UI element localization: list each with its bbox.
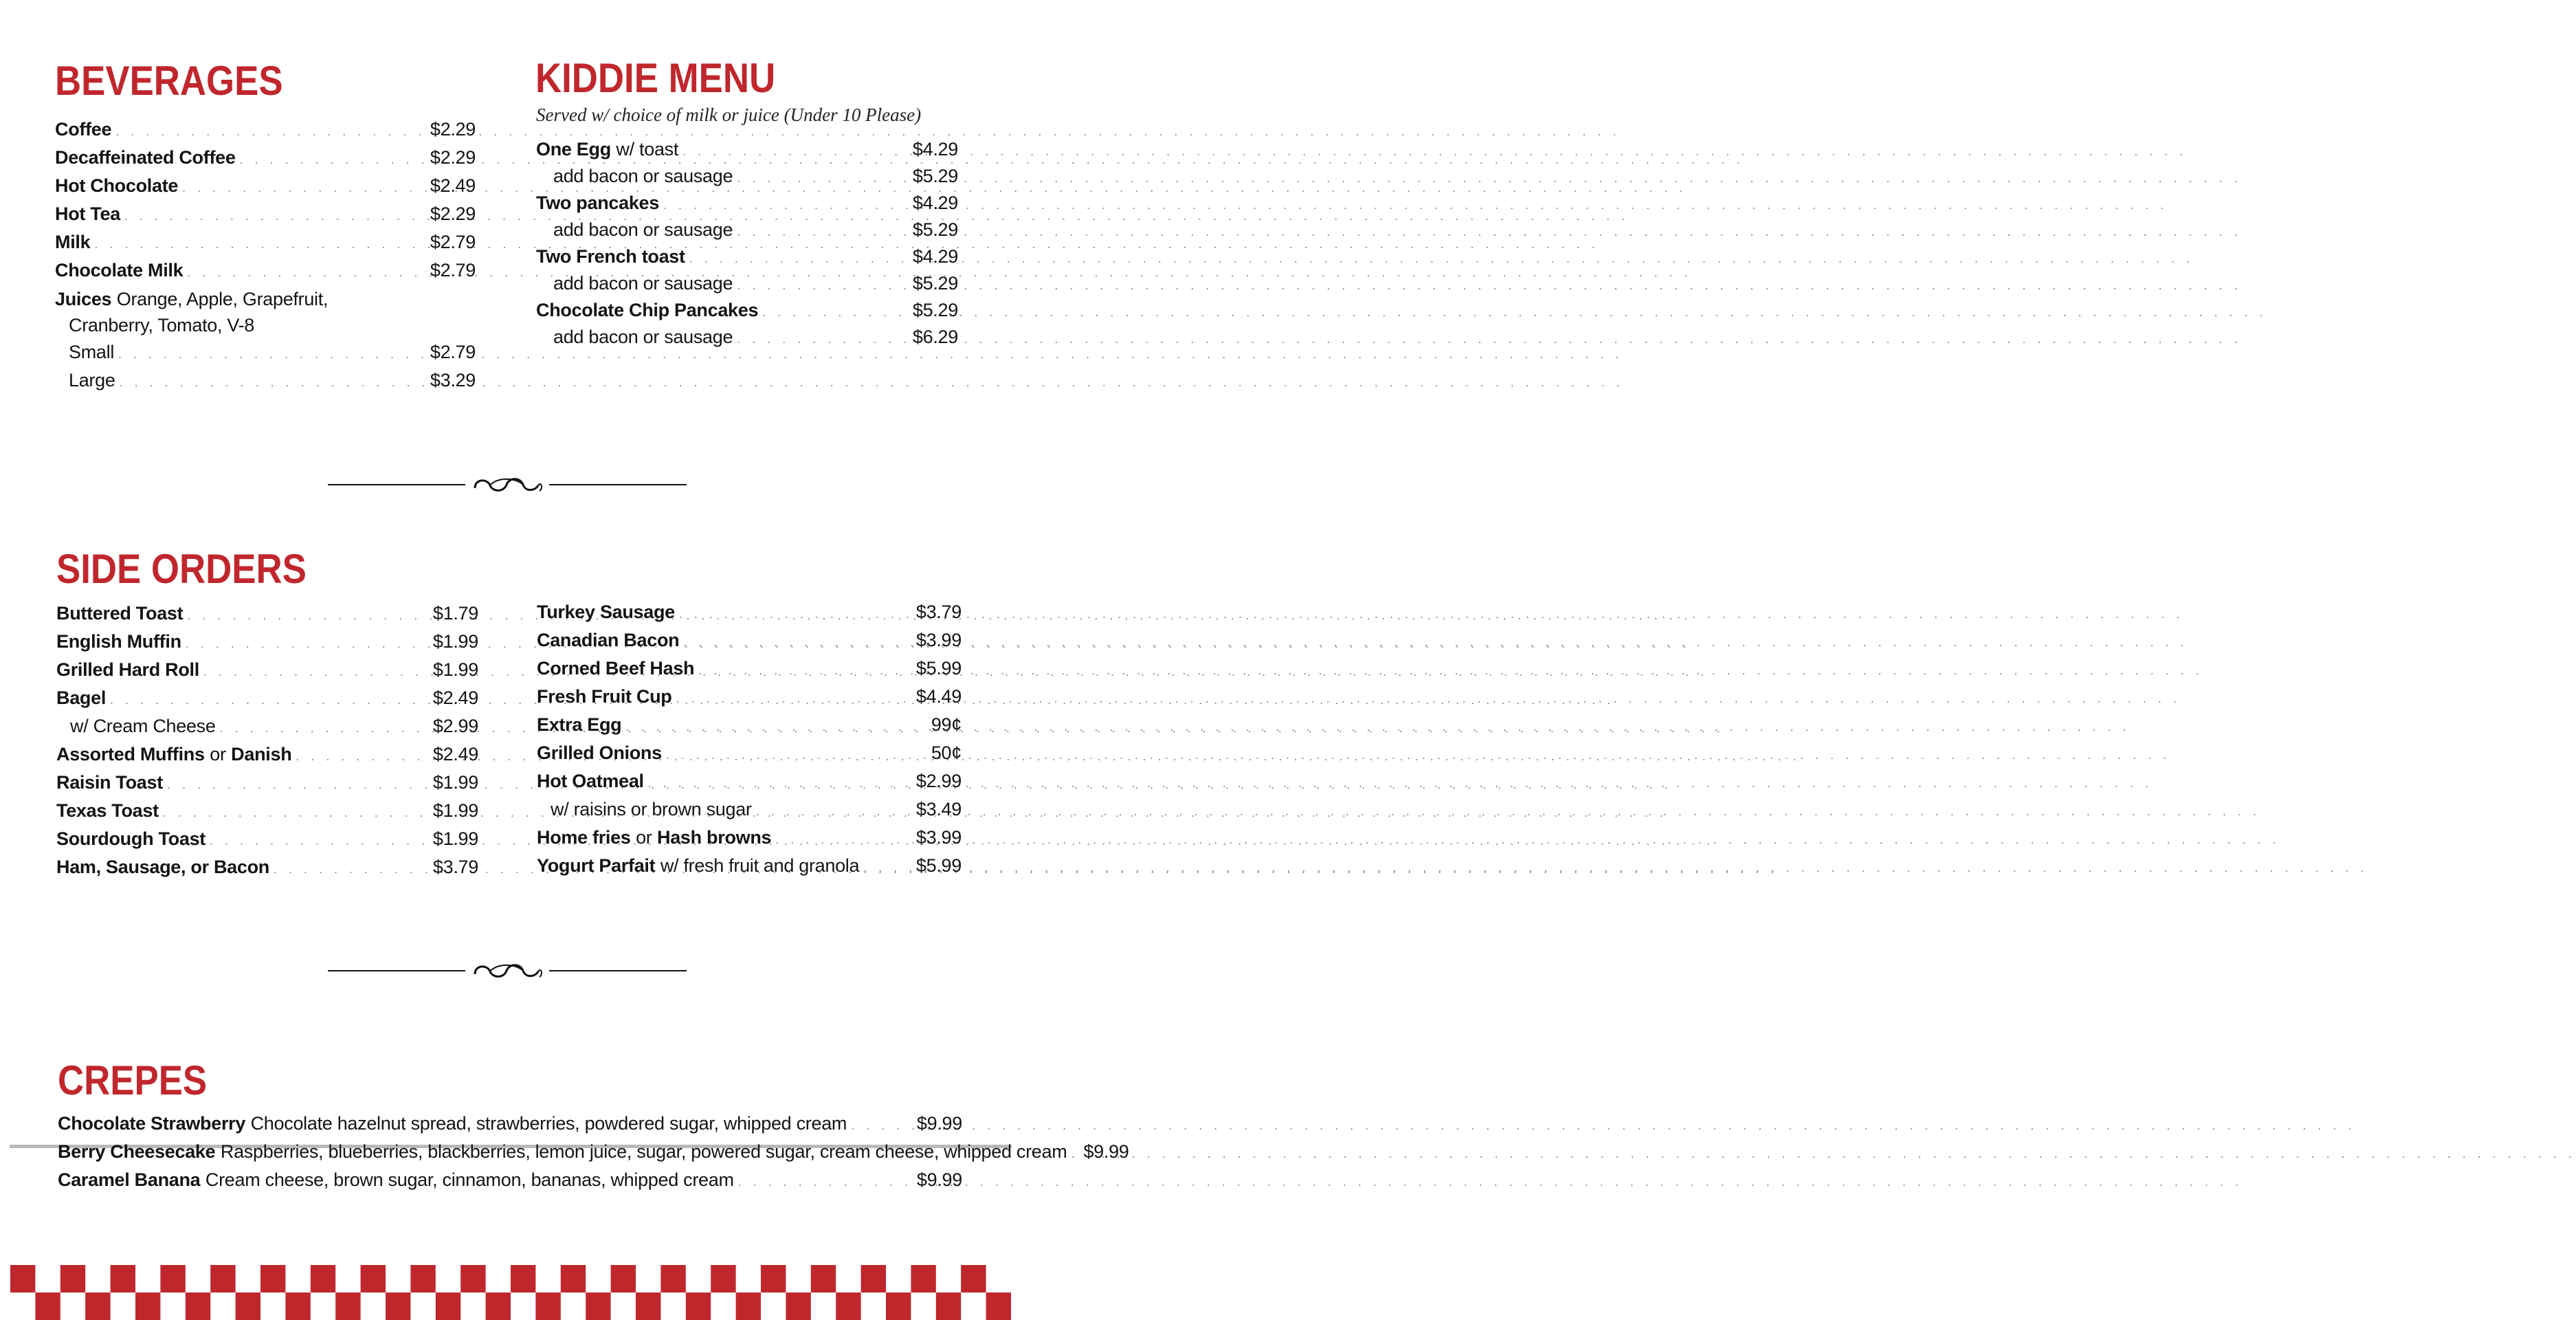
- item-price: $2.29: [430, 147, 476, 168]
- item-label: [536, 136, 678, 163]
- item-label: [537, 683, 672, 711]
- item-name: Caramel Banana: [58, 1169, 201, 1190]
- item-name: Corned Beef Hash: [537, 658, 695, 679]
- item-label: [536, 270, 733, 297]
- item-label: [58, 1138, 1067, 1166]
- checker-square: [386, 1292, 410, 1320]
- checker-square: [961, 1265, 986, 1292]
- dot-leader: [115, 118, 425, 146]
- item-name: Canadian Bacon: [537, 630, 680, 650]
- dot-leader: [118, 340, 425, 368]
- menu-item-row: [55, 172, 476, 200]
- item-price: $4.29: [912, 139, 958, 160]
- item-name: Sourdough Toast: [56, 828, 206, 849]
- item-label: [537, 598, 675, 626]
- item-price: $4.29: [912, 246, 958, 267]
- menu-item-row: [56, 853, 478, 881]
- item-price: $5.29: [912, 166, 958, 186]
- item-name: Texas Toast: [56, 800, 159, 821]
- item-price: $2.79: [430, 232, 476, 252]
- item-label: [56, 797, 159, 825]
- beverages-title: BEVERAGES: [55, 58, 283, 104]
- item-price: $5.99: [915, 658, 962, 679]
- dot-leader: [163, 799, 428, 827]
- item-name-alt: Hash browns: [657, 827, 772, 848]
- item-label: [56, 825, 206, 853]
- item-label: [55, 228, 90, 256]
- dot-leader: [210, 827, 428, 855]
- item-label: [55, 366, 115, 395]
- item-label: [56, 712, 216, 740]
- dot-leader: [187, 602, 428, 630]
- item-name: Two French toast: [536, 246, 685, 267]
- dot-leader: [756, 798, 911, 826]
- checker-square: [260, 1265, 285, 1292]
- item-description: or: [636, 827, 652, 848]
- dot-leader: [863, 854, 911, 882]
- menu-item-row: [537, 711, 962, 739]
- menu-item-row: [56, 825, 478, 853]
- item-name: Chocolate Milk: [55, 260, 184, 280]
- dot-leader: [689, 245, 907, 272]
- item-label: [58, 1166, 734, 1194]
- item-label: [55, 338, 114, 366]
- menu-item-row: [536, 324, 958, 351]
- checkered-border: [10, 1265, 1010, 1320]
- dot-leader: [240, 146, 425, 174]
- item-price: $1.99: [432, 800, 478, 821]
- checker-square: [861, 1265, 886, 1292]
- item-label: [537, 711, 621, 739]
- menu-item-row: [58, 1166, 962, 1194]
- item-name: Buttered Toast: [56, 603, 184, 624]
- dot-leader: [187, 258, 425, 287]
- menu-item-row: [537, 626, 962, 654]
- item-label: [536, 297, 758, 324]
- checker-square: [811, 1265, 836, 1292]
- side-orders-title: SIDE ORDERS: [56, 546, 307, 592]
- item-price: $2.79: [430, 342, 476, 362]
- item-price: $1.99: [432, 659, 478, 680]
- checker-square: [236, 1292, 260, 1320]
- checker-square: [486, 1292, 511, 1320]
- item-label: [55, 256, 183, 285]
- checker-square: [886, 1292, 911, 1320]
- dot-leader: [666, 741, 926, 769]
- checker-square: [35, 1292, 60, 1320]
- item-price: 99¢: [931, 714, 962, 735]
- item-label: [537, 824, 771, 852]
- menu-item-row: [58, 1110, 962, 1138]
- item-price: $5.99: [915, 855, 962, 876]
- menu-item-row: [56, 600, 478, 628]
- dot-leader: [762, 299, 907, 326]
- item-price: $3.99: [915, 827, 962, 848]
- menu-item-row: [537, 739, 962, 767]
- item-description: w/ raisins or brown sugar: [551, 799, 752, 820]
- item-price: $3.29: [430, 370, 476, 390]
- item-price: $2.49: [432, 688, 478, 708]
- item-name: Ham, Sausage, or Bacon: [56, 857, 270, 877]
- item-name: Decaffeinated Coffee: [55, 147, 236, 168]
- item-price: $3.49: [915, 799, 962, 820]
- item-name: Chocolate Strawberry: [58, 1113, 246, 1134]
- dot-leader: [220, 714, 428, 742]
- checker-square: [135, 1292, 160, 1320]
- dot-leader: [648, 769, 911, 798]
- checker-square: [361, 1265, 386, 1292]
- dot-leader: [682, 138, 907, 165]
- dot-leader: [679, 600, 911, 628]
- item-price: $1.99: [432, 772, 478, 793]
- checker-square: [686, 1292, 711, 1320]
- item-price: $1.99: [432, 631, 478, 652]
- dot-leader: [625, 713, 926, 741]
- dot-leader: [775, 826, 911, 854]
- item-name: Hot Chocolate: [55, 175, 179, 196]
- item-name: Coffee: [55, 119, 112, 140]
- item-price: $9.99: [916, 1169, 962, 1190]
- menu-item-row: [537, 824, 962, 852]
- item-price: $2.79: [430, 260, 476, 280]
- dot-leader: [124, 202, 425, 230]
- item-name: One Egg: [536, 139, 611, 160]
- item-description: w/ Cream Cheese: [70, 716, 216, 736]
- item-label: [56, 628, 181, 656]
- side-orders-right: [537, 598, 962, 880]
- item-name: Raisin Toast: [56, 772, 163, 793]
- item-name: Assorted Muffins: [56, 744, 205, 764]
- item-name: Extra Egg: [537, 714, 622, 735]
- dot-leader: [851, 1112, 911, 1140]
- checker-square: [160, 1265, 185, 1292]
- item-description: Cream cheese, brown sugar, cinnamon, bananas, whipped cream: [205, 1169, 734, 1190]
- menu-item-row: [58, 1138, 1129, 1166]
- item-label: [56, 853, 269, 881]
- dot-leader: [203, 658, 428, 686]
- item-name: Fresh Fruit Cup: [537, 686, 672, 707]
- menu-item-row: [56, 769, 478, 797]
- item-price: $4.49: [915, 686, 962, 707]
- beverages-list: [55, 116, 476, 395]
- item-name: Hot Tea: [55, 204, 120, 224]
- dot-leader: [1071, 1140, 1078, 1168]
- kiddie-subtitle: Served w/ choice of milk or juice (Under 10 Please): [536, 104, 922, 125]
- item-label: [56, 769, 163, 797]
- item-price: $4.29: [912, 192, 958, 213]
- item-label: [55, 144, 236, 172]
- item-price: $2.49: [430, 175, 476, 196]
- item-label: [536, 324, 733, 351]
- checker-square: [836, 1292, 860, 1320]
- item-label: [537, 626, 679, 654]
- checker-square: [660, 1265, 685, 1292]
- ornament-divider: [328, 473, 687, 496]
- item-price: 50¢: [931, 742, 962, 763]
- juices-line-2: [55, 312, 476, 338]
- checker-square: [636, 1292, 660, 1320]
- item-label: [536, 243, 685, 270]
- dot-leader: [676, 685, 911, 713]
- item-label: [55, 116, 111, 144]
- dot-leader: [738, 1168, 911, 1196]
- checker-square: [436, 1292, 460, 1320]
- dot-leader: [683, 628, 911, 657]
- dot-leader: [182, 174, 425, 202]
- item-price: $3.79: [432, 857, 478, 877]
- menu-item-row: [536, 270, 958, 297]
- checker-square: [186, 1292, 210, 1320]
- checker-square: [711, 1265, 735, 1292]
- dot-leader: [167, 771, 428, 799]
- item-label: [56, 600, 183, 628]
- checker-square: [535, 1292, 560, 1320]
- dot-leader: [94, 230, 425, 258]
- item-price: $2.29: [430, 119, 476, 140]
- item-name: Home fries: [537, 827, 631, 848]
- checker-square: [936, 1292, 961, 1320]
- dot-leader: [663, 192, 907, 219]
- menu-item-row: [56, 628, 478, 656]
- menu-item-row: [56, 656, 478, 684]
- item-label: [537, 767, 644, 795]
- checker-square: [911, 1265, 935, 1292]
- item-name: Chocolate Chip Pancakes: [536, 300, 759, 320]
- crepes-title: CREPES: [58, 1057, 208, 1103]
- item-label: [536, 217, 733, 243]
- item-description: add bacon or sausage: [553, 166, 733, 186]
- item-label: [58, 1110, 847, 1138]
- checker-square: [986, 1292, 1011, 1320]
- checker-square: [460, 1265, 485, 1292]
- menu-item-row: [56, 797, 478, 825]
- checker-square: [60, 1265, 85, 1292]
- checker-square: [85, 1292, 110, 1320]
- checker-square: [511, 1265, 535, 1292]
- checker-square: [335, 1292, 360, 1320]
- item-description: add bacon or sausage: [553, 273, 733, 294]
- item-price: $3.79: [915, 602, 962, 622]
- item-description: add bacon or sausage: [553, 219, 733, 240]
- checker-square: [311, 1265, 335, 1292]
- menu-item-row: [536, 163, 958, 190]
- crepes-list: [58, 1110, 1129, 1194]
- menu-item-row: [55, 228, 476, 256]
- item-name: Grilled Hard Roll: [56, 659, 199, 680]
- menu-item-row: [56, 684, 478, 712]
- item-label: [56, 656, 199, 684]
- item-name: Yogurt Parfait: [537, 855, 656, 876]
- side-orders-left: [56, 600, 478, 881]
- item-name: Berry Cheesecake: [58, 1141, 216, 1162]
- checker-square: [10, 1265, 35, 1292]
- dot-leader: [186, 630, 428, 658]
- ornament-divider: [328, 959, 687, 982]
- checker-square: [786, 1292, 810, 1320]
- item-price: $9.99: [916, 1113, 962, 1134]
- item-label: [537, 795, 752, 824]
- item-price: $5.29: [912, 219, 958, 240]
- item-label: [55, 172, 178, 200]
- menu-item-row: [55, 144, 476, 172]
- checker-square: [611, 1265, 636, 1292]
- kiddie-list: [536, 136, 958, 351]
- checker-square: [111, 1265, 135, 1292]
- item-name: Bagel: [56, 688, 107, 708]
- item-label: [537, 852, 859, 880]
- item-description: Large: [69, 370, 115, 390]
- checker-square: [586, 1292, 610, 1320]
- item-name: Hot Oatmeal: [537, 771, 644, 791]
- dot-leader: [274, 855, 428, 883]
- kiddie-title: KIDDIE MENU: [535, 55, 776, 101]
- item-name: Milk: [55, 232, 91, 252]
- item-price: $2.29: [430, 204, 476, 224]
- dot-leader: [737, 165, 907, 192]
- menu-item-row: [536, 190, 958, 217]
- item-description: w/ fresh fruit and granola: [660, 855, 860, 876]
- menu-item-row: [537, 654, 962, 683]
- juices-desc-2: Cranberry, Tomato, V-8: [69, 315, 255, 336]
- item-label: [56, 684, 106, 712]
- item-price: $5.29: [912, 300, 958, 320]
- menu-item-row: [536, 297, 958, 324]
- item-label: [537, 739, 662, 767]
- checker-square: [410, 1265, 435, 1292]
- item-price: $1.79: [432, 603, 478, 624]
- dot-leader: [737, 326, 907, 353]
- item-name: Grilled Onions: [537, 742, 662, 763]
- item-description: or: [210, 744, 226, 764]
- menu-item-row: [536, 243, 958, 270]
- item-label: [56, 740, 291, 769]
- item-description: Chocolate hazelnut spread, strawberries, powdered sugar, whipped cream: [250, 1113, 847, 1134]
- item-description: add bacon or sausage: [553, 327, 733, 347]
- checker-square: [736, 1292, 761, 1320]
- item-price: $1.99: [432, 828, 478, 849]
- item-label: [536, 190, 659, 217]
- checker-square: [561, 1265, 586, 1292]
- item-label: [536, 163, 733, 190]
- dot-leader: [110, 686, 428, 714]
- menu-item-row: [55, 116, 476, 144]
- dot-leader: [120, 368, 425, 397]
- item-label: [537, 654, 694, 683]
- menu-item-row: [55, 256, 476, 285]
- dot-leader: [296, 742, 428, 771]
- item-description: Raspberries, blueberries, blackberries, lemon juice, sugar, powered sugar, cream cheese, whipped cream: [220, 1141, 1067, 1162]
- checker-square: [761, 1265, 786, 1292]
- menu-item-row: [537, 767, 962, 795]
- checker-square: [285, 1292, 310, 1320]
- item-price: $3.99: [915, 630, 962, 650]
- item-price: $5.29: [912, 273, 958, 294]
- item-price: $6.29: [912, 327, 958, 347]
- menu-item-row: [537, 795, 962, 824]
- item-label: [55, 200, 120, 228]
- item-price: $2.99: [432, 716, 478, 736]
- item-name: Turkey Sausage: [537, 602, 675, 622]
- item-name: Two pancakes: [536, 192, 659, 213]
- menu-item-row: [56, 712, 478, 740]
- juices-line-1: [55, 286, 476, 312]
- menu-item-row: [537, 683, 962, 711]
- item-name: English Muffin: [56, 631, 181, 652]
- item-price: $2.49: [432, 744, 478, 764]
- item-price: $2.99: [915, 771, 962, 791]
- menu-item-row: [56, 740, 478, 769]
- menu-item-row: [537, 852, 962, 880]
- juices-name: Juices: [55, 289, 112, 309]
- menu-item-row: [536, 217, 958, 243]
- dot-leader: [737, 272, 907, 299]
- scroll-ornament-icon: [469, 473, 545, 496]
- menu-item-row: [536, 136, 958, 163]
- menu-item-row: [55, 200, 476, 228]
- menu-item-row: [55, 366, 476, 395]
- menu-item-row: [55, 338, 476, 366]
- scroll-ornament-icon: [469, 959, 545, 982]
- item-description: Small: [69, 342, 115, 362]
- dot-leader: [698, 657, 911, 685]
- juices-desc-1: Orange, Apple, Grapefruit,: [116, 289, 329, 309]
- checker-square: [210, 1265, 235, 1292]
- item-description: w/ toast: [616, 139, 679, 160]
- item-price: $9.99: [1083, 1141, 1129, 1162]
- dot-leader: [737, 219, 907, 245]
- menu-item-row: [537, 598, 962, 626]
- item-name-alt: Danish: [231, 744, 292, 764]
